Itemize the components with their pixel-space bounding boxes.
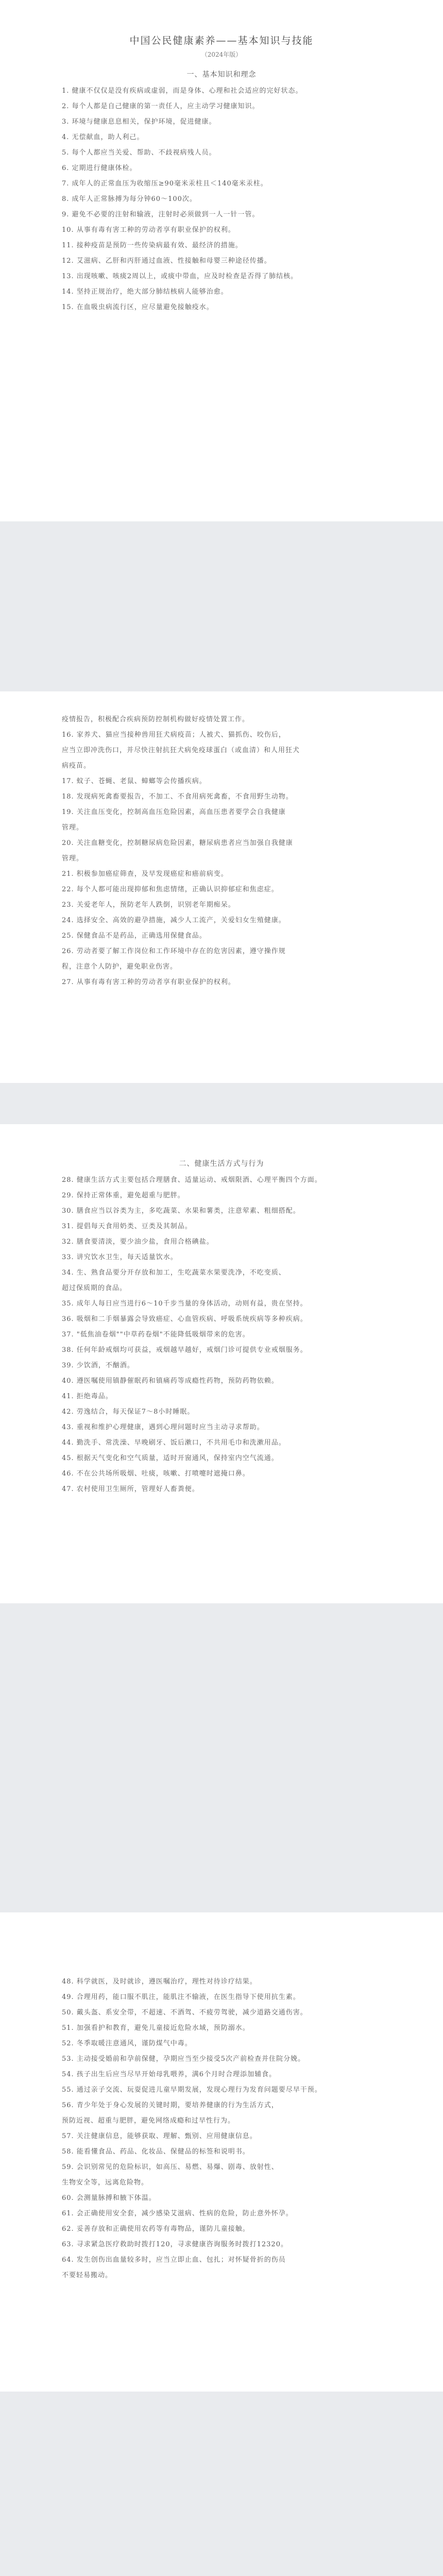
page-separator (0, 1083, 443, 1124)
text-line: 15. 在血吸虫病流行区，应尽量避免接触疫水。 (62, 303, 214, 311)
text-line: 7. 成年人的正常血压为收缩压≥90毫米汞柱且＜140毫米汞柱。 (62, 180, 268, 188)
text-line: 1. 健康不仅仅是没有疾病或虚弱，而是身体、心理和社会适应的完好状态。 (62, 87, 303, 95)
text-line: 46. 不在公共场所吸烟、吐痰，咳嗽、打喷嚏时遮掩口鼻。 (62, 1470, 250, 1478)
page-separator (0, 2392, 443, 2576)
text-line: 48. 科学就医，及时就诊，遵医嘱治疗，理性对待诊疗结果。 (62, 1978, 257, 1986)
text-line: 病疫苗。 (62, 762, 91, 770)
text-line: 52. 冬季取暖注意通风，谨防煤气中毒。 (62, 2040, 192, 2047)
text-line: 41. 拒绝毒品。 (62, 1393, 113, 1400)
text-line: 45. 根据天气变化和空气质量，适时开窗通风，保持室内空气流通。 (62, 1454, 279, 1462)
page1-body (62, 66, 381, 315)
page2-body (62, 712, 381, 990)
text-line: 37. "低焦油卷烟""中草药卷烟"不能降低吸烟带来的危害。 (62, 1331, 250, 1338)
text-line: 12. 艾滋病、乙肝和丙肝通过血液、性接触和母婴三种途径传播。 (62, 257, 271, 265)
text-line: 51. 加强看护和教育，避免儿童接近危险水域，预防溺水。 (62, 2024, 250, 2032)
text-line: 33. 讲究饮水卫生，每天适量饮水。 (62, 1253, 178, 1261)
text-line: 20. 关注血糖变化，控制糖尿病危险因素，糖尿病患者应当加强自我健康 (62, 839, 293, 847)
text-line: 34. 生、熟食品要分开存放和加工，生吃蔬菜水果要洗净，不吃变质、 (62, 1269, 286, 1277)
document-page-4 (0, 1912, 443, 2392)
text-line: 4. 无偿献血，助人利己。 (62, 133, 144, 141)
text-line: 30. 膳食应当以谷类为主，多吃蔬菜、水果和薯类，注意荤素、粗细搭配。 (62, 1207, 300, 1215)
text-line: 19. 关注血压变化，控制高血压危险因素，高血压患者要学会自我健康 (62, 808, 286, 816)
text-line: 31. 提倡每天食用奶类、豆类及其制品。 (62, 1223, 192, 1230)
text-line: 54. 孩子出生后应当尽早开始母乳喂养，满6个月时合理添加辅食。 (62, 2071, 277, 2078)
text-line: 60. 会测量脉搏和腋下体温。 (62, 2194, 156, 2202)
text-line: 56. 青少年处于身心发展的关键时期，要培养健康的行为生活方式， (62, 2102, 279, 2109)
text-line: 29. 保持正常体重，避免超重与肥胖。 (62, 1192, 185, 1199)
text-line: 22. 每个人都可能出现抑郁和焦虑情绪，正确认识抑郁症和焦虑症。 (62, 886, 279, 893)
text-line: 55. 通过亲子交流、玩耍促进儿童早期发展，发现心理行为发育问题要尽早干预。 (62, 2086, 322, 2094)
text-line: 64. 发生创伤出血量较多时，应当立即止血、包扎；对怀疑骨折的伤员 (62, 2256, 286, 2264)
text-line: 5. 每个人都应当关爱、帮助、不歧视病残人员。 (62, 149, 216, 157)
text-line: 35. 成年人每日应当进行6～10千步当量的身体活动，动则有益，贵在坚持。 (62, 1300, 308, 1308)
text-line: 10. 从事有毒有害工种的劳动者享有职业保护的权利。 (62, 226, 235, 234)
text-line: 3. 环境与健康息息相关，保护环境，促进健康。 (62, 118, 216, 126)
text-line: 2. 每个人都是自己健康的第一责任人，应主动学习健康知识。 (62, 103, 260, 110)
text-line: 预防近视、超重与肥胖，避免网络成瘾和过早性行为。 (62, 2117, 235, 2125)
text-line: 43. 重视和维护心理健康，遇到心理问题时应当主动寻求帮助。 (62, 1423, 264, 1431)
text-line: 23. 关爱老年人，预防老年人跌倒，识别老年期痴呆。 (62, 901, 235, 909)
document-page-2 (0, 691, 443, 1083)
text-line: 40. 遵医嘱使用镇静催眠药和镇痛药等成瘾性药物，预防药物依赖。 (62, 1377, 279, 1385)
section-heading: 一、基本知识和理念 (186, 71, 257, 79)
text-line: 53. 主动接受婚前和孕前保健，孕期应当至少接受5次产前检查并住院分娩。 (62, 2055, 305, 2063)
text-line: 应当立即冲洗伤口，并尽快注射抗狂犬病免疫球蛋白（或血清）和人用狂犬 (62, 747, 300, 754)
text-line: 6. 定期进行健康体检。 (62, 164, 137, 172)
page-separator (0, 521, 443, 691)
text-line: 8. 成年人正常脉搏为每分钟60～100次。 (62, 195, 197, 203)
text-line: 58. 能看懂食品、药品、化妆品、保健品的标签和说明书。 (62, 2148, 250, 2156)
text-line: 38. 任何年龄戒烟均可获益，戒烟越早越好，戒烟门诊可提供专业戒烟服务。 (62, 1346, 308, 1354)
text-line: 27. 从事有毒有害工种的劳动者享有职业保护的权利。 (62, 978, 235, 986)
text-line: 47. 农村使用卫生厕所，管理好人畜粪便。 (62, 1485, 199, 1493)
text-line: 62. 妥善存放和正确使用农药等有毒物品，谨防儿童接触。 (62, 2225, 250, 2233)
page3-body (62, 1155, 381, 1497)
text-line: 57. 关注健康信息，能够获取、理解、甄别、应用健康信息。 (62, 2132, 257, 2140)
text-line: 管理。 (62, 855, 84, 862)
text-line: 疫情报告，积极配合疾病预防控制机构做好疫情处置工作。 (62, 716, 250, 723)
text-line: 生物安全等，远离危险物。 (62, 2179, 149, 2187)
text-line: 9. 避免不必要的注射和输液，注射时必须做到一人一针一管。 (62, 211, 260, 218)
text-line: 32. 膳食要清淡，要少油少盐，食用合格碘盐。 (62, 1238, 214, 1246)
text-line: 59. 会识别常见的危险标识，如高压、易燃、易爆、剧毒、放射性、 (62, 2163, 279, 2171)
text-line: 14. 坚持正规治疗，绝大部分肺结核病人能够治愈。 (62, 288, 228, 296)
text-line: 16. 家养犬、猫应当接种兽用狂犬病疫苗；人被犬、猫抓伤、咬伤后， (62, 731, 286, 739)
text-line: 17. 蚊子、苍蝇、老鼠、蟑螂等会传播疾病。 (62, 777, 207, 785)
text-line: 26. 劳动者要了解工作岗位和工作环境中存在的危害因素，遵守操作规 (62, 947, 286, 955)
page4-body (62, 1974, 381, 2283)
text-line: 49. 合理用药，能口服不肌注，能肌注不输液，在医生指导下使用抗生素。 (62, 1993, 300, 2001)
document-page-1 (0, 0, 443, 521)
text-line: 管理。 (62, 824, 84, 832)
section-heading: 二、健康生活方式与行为 (179, 1160, 264, 1168)
text-line: 36. 吸烟和二手烟暴露会导致癌症、心血管疾病、呼吸系统疾病等多种疾病。 (62, 1315, 308, 1323)
text-line: 11. 接种疫苗是预防一些传染病最有效、最经济的措施。 (62, 242, 243, 249)
text-line: 25. 保健食品不是药品，正确选用保健食品。 (62, 932, 207, 940)
text-line: 44. 勤洗手、常洗澡、早晚刷牙、饭后漱口，不共用毛巾和洗漱用品。 (62, 1439, 286, 1447)
text-line: 24. 选择安全、高效的避孕措施，减少人工流产，关爱妇女生殖健康。 (62, 917, 286, 924)
document-subtitle: （2024年版） (201, 51, 242, 58)
text-line: 18. 发现病死禽畜要报告，不加工、不食用病死禽畜，不食用野生动物。 (62, 793, 293, 801)
text-line: 13. 出现咳嗽、咳痰2周以上，或痰中带血，应及时检查是否得了肺结核。 (62, 273, 298, 280)
document-page-3 (0, 1124, 443, 1603)
text-line: 50. 戴头盔、系安全带，不超速、不酒驾、不疲劳驾驶，减少道路交通伤害。 (62, 2009, 308, 2016)
page-separator (0, 1603, 443, 1912)
text-line: 21. 积极参加癌症筛查，及早发现癌症和癌前病变。 (62, 870, 228, 878)
text-line: 61. 会正确使用安全套，减少感染艾滋病、性病的危险，防止意外怀孕。 (62, 2210, 293, 2217)
text-line: 程，注意个人防护，避免职业伤害。 (62, 963, 178, 971)
text-line: 超过保质期的食品。 (62, 1284, 127, 1292)
text-line: 不要轻易搬动。 (62, 2272, 113, 2279)
text-line: 63. 寻求紧急医疗救助时拨打120，寻求健康咨询服务时拨打12320。 (62, 2241, 288, 2248)
text-line: 28. 健康生活方式主要包括合理膳食、适量运动、戒烟限酒、心理平衡四个方面。 (62, 1176, 322, 1184)
text-line: 42. 劳逸结合，每天保证7～8小时睡眠。 (62, 1408, 195, 1416)
text-line: 39. 少饮酒，不酗酒。 (62, 1362, 134, 1369)
document-title: 中国公民健康素养——基本知识与技能 (129, 35, 314, 46)
